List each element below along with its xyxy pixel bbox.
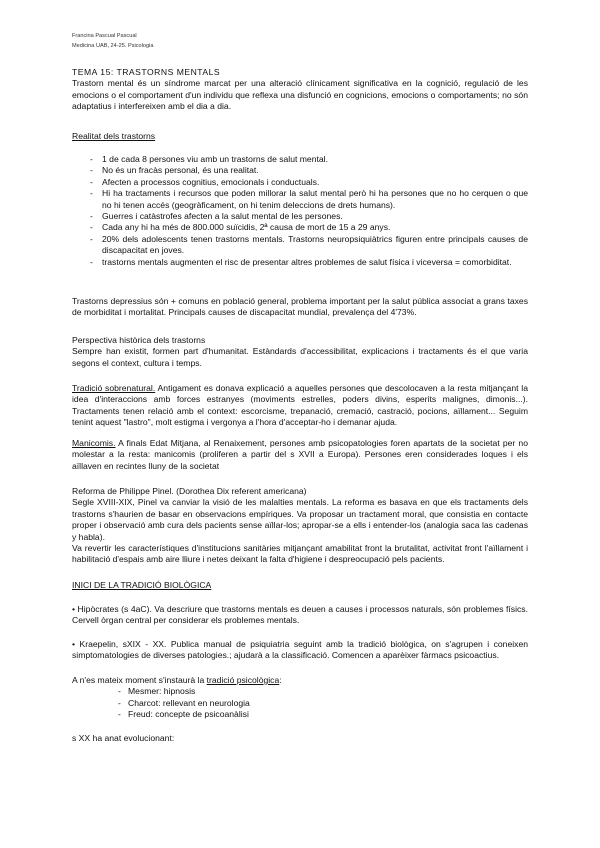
kraepelin-paragraph: • Kraepelin, sXIX - XX. Publica manual de psiquiatria seguint amb la tradició biològica, on s'agrupen i coneixen simptomatologies de diverses patologies.; ajudarà a la classificació. Comencen a aparèixer fàrmacs psicoactius. [72, 639, 528, 661]
pinel-paragraph-1: Segle XVIII-XIX, Pinel va canviar la visió de les malalties mentals. La reforma es basava en que els tractaments dels trastorns s'haurien de basar en observacions empíriques. Va proposar un tractament moral, que consistia en contacte proper i observació amb cura dels pacients sense aïllar-los; apropar-se a ells i entender-los (analogia saca las cadenas y habla). [72, 497, 528, 542]
perspectiva-text: Sempre han existit, formen part d'humanitat. Estàndards d'accessibilitat, explicacions i tractaments és el que varia segons el context, cultura i temps. [72, 346, 528, 368]
perspectiva-heading: Perspectiva històrica dels trastorns [72, 335, 206, 345]
psicologica-section [72, 675, 528, 721]
closing-line: s XX ha anat evolucionant: [72, 733, 175, 743]
sobrenatural-text: Antigament es donava explicació a aquelles persones que descolocaven a la resta mitjançant la idea d'interaccions amb forces estranyes (moviments estrelles, poders divins, esperits malignes, dimonis...). Tractaments tenen relació amb el context: escorcisme, trepanació, cremació, castració, pocions, aïllament... Seguim tenint aquest "lastro", molt estigma i vergonya a l'hora d'acceptar-ho i demanar ajuda. [72, 383, 528, 428]
pinel-heading: Reforma de Philippe Pinel. (Dorothea Dix referent americana) [72, 486, 307, 496]
sobrenatural-label: Tradició sobrenatural. [72, 383, 156, 393]
list-item: - 1 de cada 8 persones viu amb un trastorns de salut mental. [72, 154, 528, 165]
page-header [72, 32, 153, 51]
manicomis-label: Manicomis. [72, 438, 116, 448]
biologica-heading [72, 580, 528, 591]
manicomis-paragraph [72, 438, 528, 472]
psicologica-intro [72, 675, 528, 686]
psicologica-term: tradició psicològica [206, 675, 280, 685]
intro-paragraph: Trastorn mental és un síndrome marcat per una alteració clínicament significativa en la cognició, regulació de les emocions o el comportament d'un individu que reflexa una disfunció en cognicions, emocions o comportaments; no són adaptatius i interfereixen amb el dia a dia. [72, 78, 528, 112]
list-item: - 20% dels adolescents tenen trastorns mentals. Trastorns neuropsiquiàtrics figuren entre principals causes de discapacitat en joves. [72, 234, 528, 257]
author-name: Francina Pascual Pascual [72, 33, 137, 39]
list-item: - Guerres i catàstrofes afecten a la salut mental de les persones. [72, 211, 528, 222]
realitat-heading-text: Realitat dels trastorns [72, 131, 156, 141]
list-item: - Hi ha tractaments i recursos que poden millorar la salut mental però hi ha persones que no ho cerquen o que no hi tenen accés (geogràficament, on hi tenim deleccions de drets humans). [72, 188, 528, 211]
list-item: - Freud: concepte de psicoanàlisi [72, 709, 528, 720]
document-title: TEMA 15: TRASTORNS MENTALS [72, 67, 221, 77]
psicologica-intro-text: A n'es mateix moment s'instaurà la [72, 675, 207, 685]
perspectiva-section [72, 335, 528, 369]
intro-section [72, 67, 528, 113]
course-info: Medicina UAB, 24-25. Psicologia [72, 42, 154, 49]
pinel-section [72, 486, 528, 566]
list-item: - No és un fracàs personal, és una realitat. [72, 165, 528, 176]
realitat-heading [72, 131, 528, 142]
depressius-paragraph: Trastorns depressius són + comuns en població general, problema important per la salut pública associat a grans taxes de morbiditat i mortalitat. Principals causes de discapacitat mundial, prevalença del 4'73%. [72, 296, 528, 318]
list-item: - Mesmer: hipnosis [72, 686, 528, 697]
psicologica-colon: : [279, 675, 282, 685]
realitat-list [72, 154, 528, 268]
list-item: - trastorns mentals augmenten el risc de presentar altres problemes de salut física i viceversa = comorbiditat. [72, 257, 528, 268]
pinel-paragraph-2: Va revertir les característiques d'institucions sanitàries mitjançant amabilitat front la brutalitat, activitat front l'aïllament i habilitació d'espais amb aire lliure i netes deixant la falta d'higiene i despreocupació pels pacients. [72, 543, 528, 565]
manicomis-text: A finals Edat Mitjana, al Renaixement, persones amb psicopatologies foren apartats de la societat per no molestar a la resta: manicomis (proliferen a partir del s XVII a Europa). Persones eren considerades loques i els aïllaven en recintes lluny de la societat [72, 438, 528, 471]
list-item: - Charcot: rellevant en neurologia [72, 698, 528, 709]
sobrenatural-paragraph [72, 383, 528, 429]
list-item: - Afecten a processos cognitius, emocionals i conductuals. [72, 177, 528, 188]
list-item: - Cada any hi ha més de 800.000 suïcidis, 2ª causa de mort de 15 a 29 anys. [72, 222, 528, 233]
hipocrates-paragraph: • Hipòcrates (s 4aC). Va descriure que trastorns mentals es deuen a causes i processos naturals, són problemes físics. Cervell òrgan central per considerar els problemes mentals. [72, 604, 528, 626]
biologica-heading-text: INICI DE LA TRADICIÓ BIOLÒGICA [72, 580, 212, 590]
